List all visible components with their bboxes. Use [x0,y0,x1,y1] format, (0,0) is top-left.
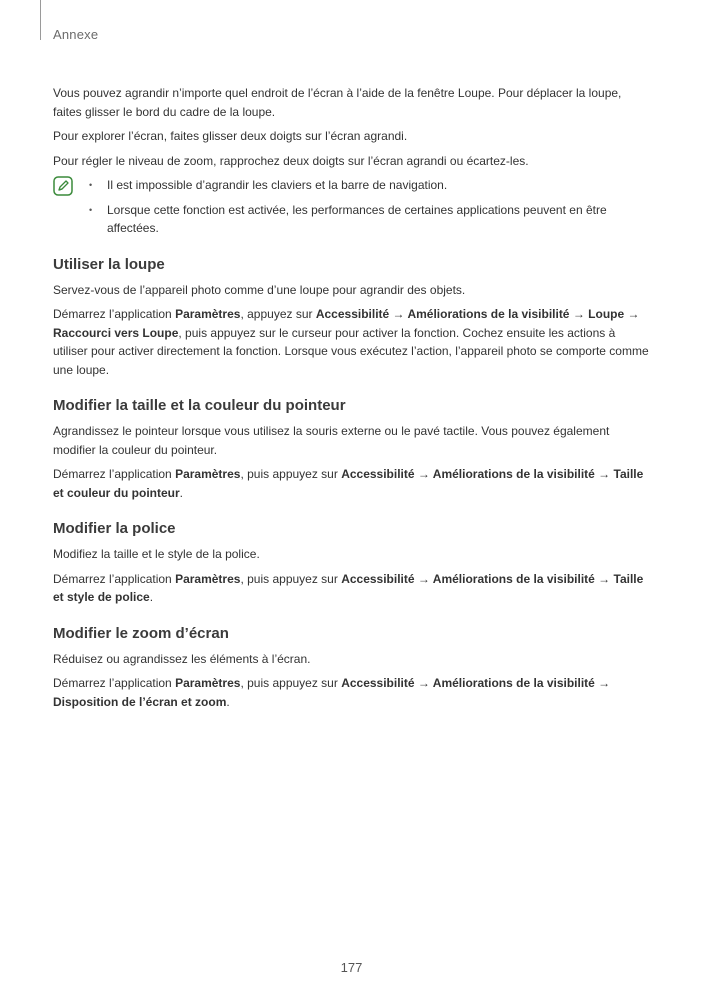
section-heading-pointer: Modifier la taille et la couleur du pointeur [53,397,346,414]
note-block [53,176,653,238]
intro-paragraph-3: Pour régler le niveau de zoom, rapprochez deux doigts sur l’écran agrandi ou écartez-les. [53,153,529,168]
zoom-description: Réduisez ou agrandissez les éléments à l’écran. [53,651,311,666]
pointer-description: Agrandissez le pointeur lorsque vous utilisez la souris externe ou le pavé tactile. Vous pouvez également modifier la couleur du pointeur. [53,424,610,457]
header-title: Annexe [53,27,99,42]
page-number: 177 [340,960,363,975]
intro-paragraph-2: Pour explorer l’écran, faites glisser deux doigts sur l’écran agrandi. [53,129,408,143]
section-heading-loupe: Utiliser la loupe [53,255,165,273]
pencil-note-icon [53,176,73,196]
police-description: Modifiez la taille et le style de la police. [53,547,260,561]
section-heading-zoom: Modifier le zoom d’écran [53,624,229,642]
note-item: • Lorsque cette fonction est activée, les performances de certaines applications peuvent en être affectées. [89,201,653,238]
loupe-description: Servez-vous de l’appareil photo comme d’une loupe pour agrandir des objets. [53,282,466,297]
note-item: • Il est impossible d’agrandir les claviers et la barre de navigation. [89,176,653,195]
note-list [89,176,653,238]
intro-paragraph-1: Vous pouvez agrandir n’importe quel endroit de l’écran à l’aide de la fenêtre Loupe. Pour déplacer la loupe, faites glisser le bord du cadre de la loupe. [53,86,622,119]
section-heading-police: Modifier la police [53,520,176,537]
pointer-instructions: Démarrez l’application Paramètres, puis appuyez sur Accessibilité → Améliorations de la visibilité → Taille et couleur du pointeur. [53,467,644,500]
zoom-instructions: Démarrez l’application Paramètres, puis appuyez sur Accessibilité → Améliorations de la visibilité → Disposition de l’écran et zoom. [53,676,611,709]
header-rule [40,0,41,40]
police-instructions: Démarrez l’application Paramètres, puis appuyez sur Accessibilité → Améliorations de la visibilité → Taille et style de police. [53,571,644,604]
page-content [53,84,653,717]
loupe-instructions: Démarrez l’application Paramètres, appuyez sur Accessibilité → Améliorations de la visibilité → Loupe → Raccourci vers Loupe, puis appuyez sur le curseur pour activer la fonction. Cochez ensuite les actions à utiliser pour activer directement la fonction. Lorsque vous exécutez l’action, l’appareil photo se comporte comme une loupe. [53,307,649,377]
